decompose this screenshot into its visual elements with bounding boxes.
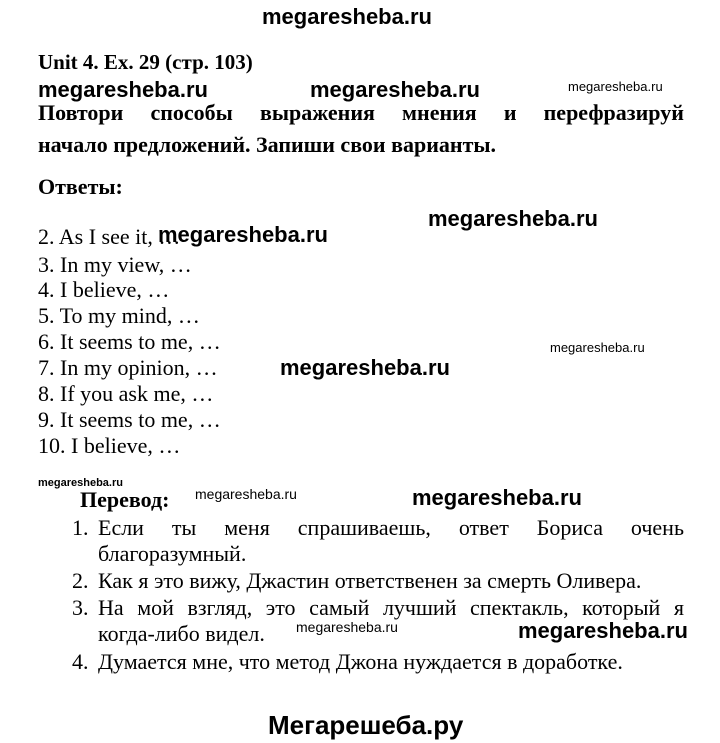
answer-item: 2. As I see it, … — [38, 224, 181, 249]
watermark: megaresheba.ru — [568, 79, 663, 94]
answer-item: 7. In my opinion, … — [38, 355, 218, 380]
answer-item: 8. If you ask me, … — [38, 381, 214, 406]
watermark: megaresheba.ru — [38, 77, 208, 102]
translation-word: ответ — [458, 515, 509, 540]
translation-word: я — [673, 595, 684, 620]
translation-word: лучший — [382, 595, 457, 620]
translation-word: очень — [630, 515, 684, 540]
translation-word: Если — [98, 515, 144, 540]
translation-word: это — [265, 595, 296, 620]
answer-item: 4. I believe, … — [38, 277, 170, 302]
watermark: megaresheba.ru — [550, 340, 645, 355]
translation-word: который — [582, 595, 661, 620]
translation-word: На — [98, 595, 124, 620]
watermark: megaresheba.ru — [296, 619, 398, 635]
answer-item: 10. I believe, … — [38, 433, 181, 458]
watermark: megaresheba.ru — [412, 485, 582, 510]
watermark: megaresheba.ru — [310, 77, 480, 102]
translation-number: 3. — [72, 595, 89, 620]
answer-item: 6. It seems to me, … — [38, 329, 221, 354]
answer-item: 9. It seems to me, … — [38, 407, 221, 432]
translation-word: взгляд, — [187, 595, 253, 620]
translation-line: Думается мне, что метод Джона нуждается в доработке. — [98, 649, 623, 674]
translation-label: Перевод: — [80, 487, 170, 512]
translation-word: Бориса — [536, 515, 603, 540]
task-line-1 — [38, 102, 684, 124]
translation-line — [98, 517, 684, 539]
task-word: и — [503, 100, 517, 125]
task-word: перефразируй — [543, 100, 684, 125]
translation-line: Как я это вижу, Джастин ответственен за смерть Оливера. — [98, 568, 642, 593]
exercise-header: Unit 4. Ex. 29 (стр. 103) — [38, 50, 253, 74]
task-word: выражения — [259, 100, 375, 125]
task-line-2: начало предложений. Запиши свои варианты. — [38, 132, 497, 157]
watermark: megaresheba.ru — [518, 618, 688, 643]
translation-word: меня — [224, 515, 270, 540]
watermark: megaresheba.ru — [38, 477, 123, 489]
watermark: megaresheba.ru — [280, 355, 450, 380]
watermark-top: megaresheba.ru — [262, 4, 432, 29]
task-word: мнения — [402, 100, 477, 125]
translation-number: 2. — [72, 568, 89, 593]
translation-line: когда-либо видел. — [98, 621, 265, 646]
answer-item: 5. To my mind, … — [38, 303, 200, 328]
task-word: Повтори — [38, 100, 124, 125]
answer-item: 3. In my view, … — [38, 252, 192, 277]
watermark: megaresheba.ru — [158, 222, 328, 247]
task-word: способы — [150, 100, 233, 125]
translation-number: 1. — [72, 515, 89, 540]
answers-label: Ответы: — [38, 174, 123, 199]
watermark: megaresheba.ru — [428, 206, 598, 231]
translation-word: спектакль, — [470, 595, 569, 620]
watermark: megaresheba.ru — [195, 486, 297, 502]
translation-word: ты — [171, 515, 197, 540]
translation-word: мой — [137, 595, 174, 620]
footer-brand: Мегарешеба.ру — [268, 710, 464, 740]
translation-word: спрашиваешь, — [297, 515, 431, 540]
translation-word: самый — [309, 595, 370, 620]
translation-line: благоразумный. — [98, 541, 247, 566]
translation-number: 4. — [72, 649, 89, 674]
translation-line — [98, 597, 684, 619]
